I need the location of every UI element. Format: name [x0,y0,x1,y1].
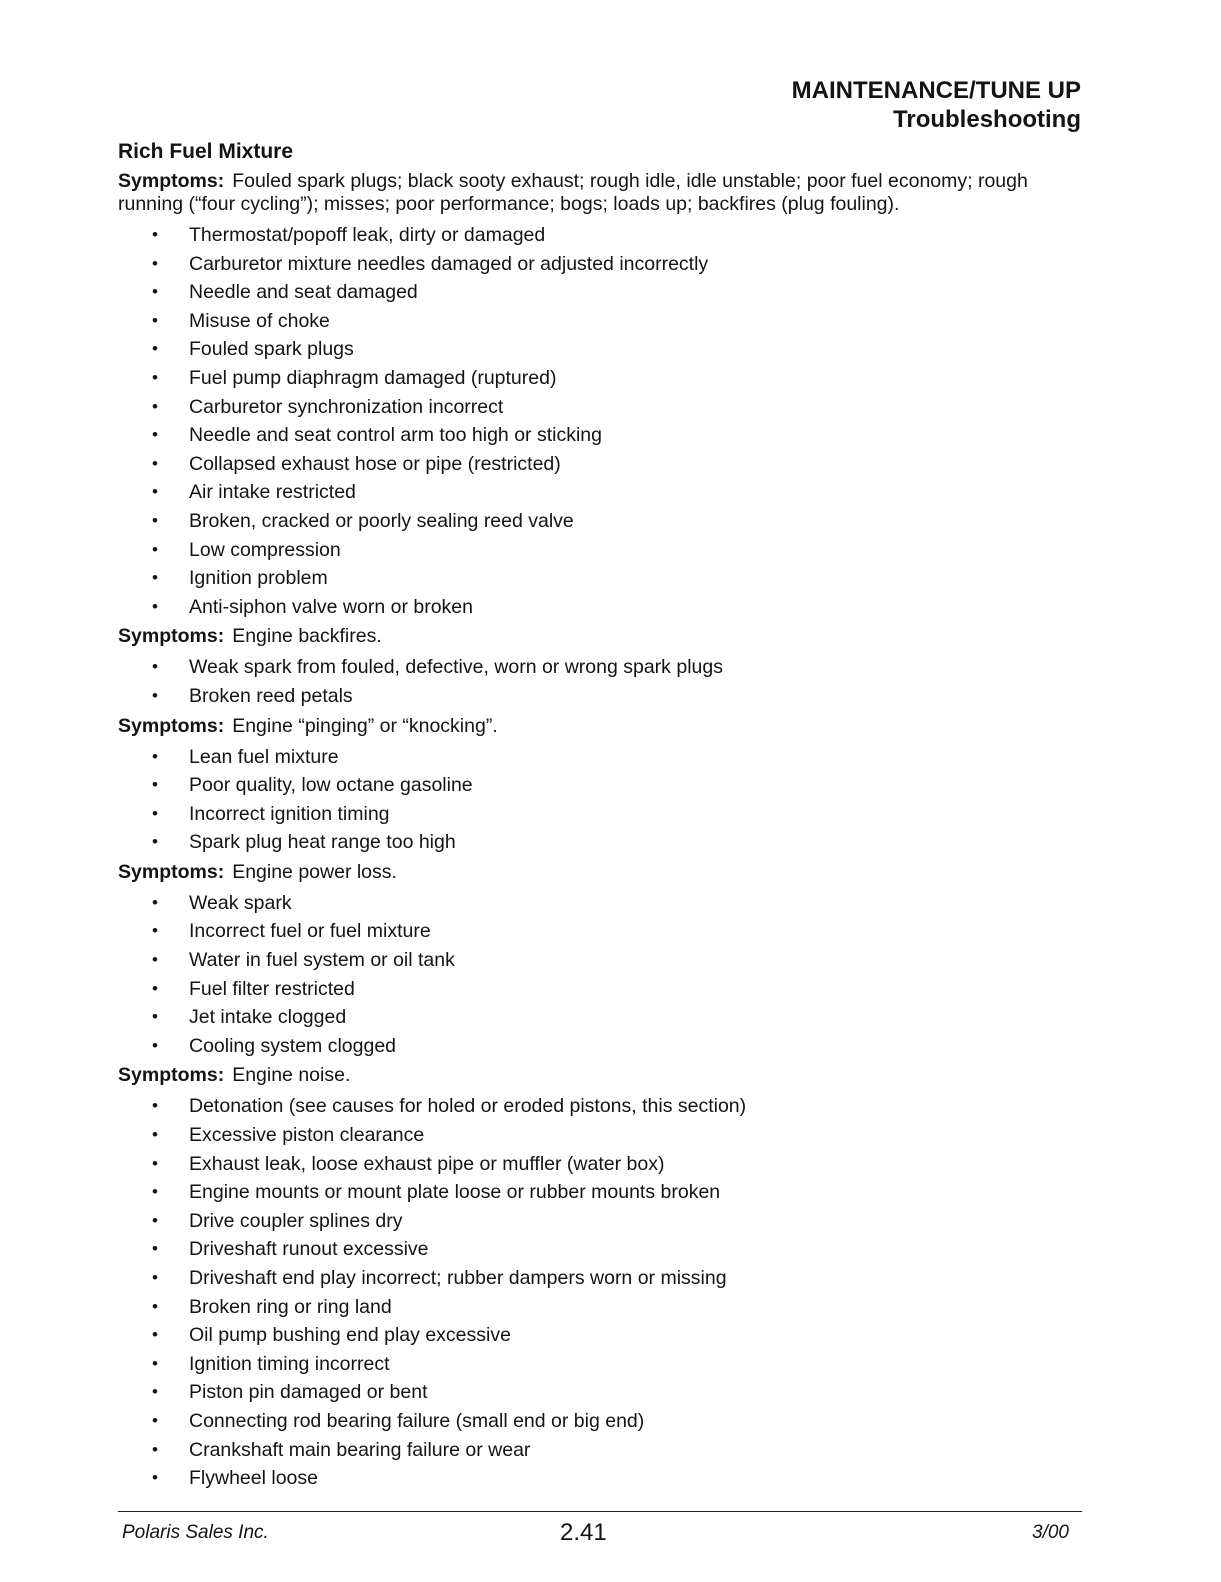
bullet-icon: • [152,978,158,998]
cause-text: Crankshaft main bearing failure or wear [189,1438,531,1461]
bullet-icon: • [152,310,158,330]
cause-text: Connecting rod bearing failure (small end or big end) [189,1409,645,1432]
bullet-icon: • [152,775,158,795]
list-item [118,1121,1084,1150]
list-item [118,1207,1084,1236]
cause-text: Fuel pump diaphragm damaged (ruptured) [189,366,557,389]
cause-text: Ignition timing incorrect [189,1352,390,1375]
cause-text: Needle and seat control arm too high or sticking [189,424,602,447]
list-item [118,307,1084,336]
cause-text: Fuel filter restricted [189,977,355,1000]
cause-text: Piston pin damaged or bent [189,1381,428,1404]
cause-text: Driveshaft runout excessive [189,1238,429,1261]
list-item [118,1464,1084,1493]
bullet-icon: • [152,1210,158,1230]
list-item [118,1321,1084,1350]
bullet-icon: • [152,892,158,912]
bullet-icon: • [152,596,158,616]
list-item [118,393,1084,422]
bullet-icon: • [152,225,158,244]
cause-text: Exhaust leak, loose exhaust pipe or muffler (water box) [189,1152,665,1175]
bullet-icon: • [152,367,158,387]
list-item [118,1436,1084,1465]
cause-text: Ignition problem [189,567,328,590]
symptom-block [118,715,1084,857]
symptom-text: Engine backfires. [232,625,382,648]
bullet-icon: • [152,1035,158,1055]
symptoms-label: Symptoms: [118,1064,225,1087]
symptom-statement [118,715,1084,738]
list-item [118,364,1084,393]
bullet-icon: • [152,1439,158,1459]
cause-text: Incorrect fuel or fuel mixture [189,920,431,943]
cause-text: Driveshaft end play incorrect; rubber dampers worn or missing [189,1267,727,1289]
cause-text: Flywheel loose [189,1467,318,1490]
bullet-icon: • [152,1268,158,1287]
cause-text: Detonation (see causes for holed or eroded pistons, this section) [189,1095,747,1118]
list-item [118,450,1084,479]
symptom-block [118,625,1084,710]
list-item [118,1003,1084,1032]
list-item [118,335,1084,364]
cause-text: Carburetor mixture needles damaged or adjusted incorrectly [189,252,709,275]
cause-text: Thermostat/popoff leak, dirty or damaged [189,224,546,246]
cause-text: Drive coupler splines dry [189,1209,403,1232]
list-item [118,653,1084,682]
symptoms-label: Symptoms: [118,170,225,192]
list-item [118,889,1084,918]
symptom-text: Engine “pinging” or “knocking”. [232,714,498,737]
list-item [118,1150,1084,1179]
list-item [118,478,1084,507]
cause-text: Cooling system clogged [189,1034,397,1057]
list-item [118,564,1084,593]
symptoms-label: Symptoms: [118,625,225,648]
cause-text: Engine mounts or mount plate loose or rubber mounts broken [189,1181,721,1204]
symptom-block [118,1064,1084,1492]
bullet-icon: • [152,1382,158,1402]
cause-text: Oil pump bushing end play excessive [189,1324,511,1347]
symptom-text: Fouled spark plugs; black sooty exhaust; rough idle, idle unstable; poor fuel economy; rough running (“four cycling”); misses; poor performance; bogs; loads up; backfires (plug fouling). [118,170,1028,215]
cause-list [118,221,1084,621]
bullet-icon: • [152,539,158,559]
list-item [118,250,1084,279]
symptom-text: Engine noise. [232,1064,351,1087]
cause-text: Lean fuel mixture [189,745,339,768]
cause-text: Incorrect ignition timing [189,802,390,825]
bullet-icon: • [152,339,158,359]
cause-text: Anti-siphon valve worn or broken [189,595,473,618]
symptom-statement [118,625,1084,648]
cause-text: Jet intake clogged [189,1006,347,1029]
list-item [118,1178,1084,1207]
cause-text: Spark plug heat range too high [189,831,456,854]
symptoms-label: Symptoms: [118,860,225,883]
bullet-icon: • [152,746,158,766]
bullet-icon: • [152,1325,158,1345]
header-section-title: Troubleshooting [893,106,1081,133]
list-item [118,278,1084,307]
list-item [118,1235,1084,1264]
bullet-icon: • [152,1182,158,1202]
bullet-icon: • [152,1153,158,1173]
list-item [118,1264,1084,1293]
list-item [118,1092,1084,1121]
bullet-icon: • [152,568,158,588]
list-item [118,221,1084,250]
cause-text: Low compression [189,538,341,561]
cause-text: Air intake restricted [189,481,356,504]
bullet-icon: • [152,1410,158,1430]
symptom-statement [118,861,1084,884]
bullet-icon: • [152,282,158,302]
list-item [118,946,1084,975]
footer-date: 3/00 [1032,1522,1069,1543]
symptom-block [118,861,1084,1061]
bullet-icon: • [152,253,158,273]
cause-text: Broken, cracked or poorly sealing reed valve [189,509,574,532]
cause-text: Water in fuel system or oil tank [189,949,455,972]
list-item [118,507,1084,536]
header-chapter-title: MAINTENANCE/TUNE UP [791,77,1081,104]
list-item [118,536,1084,565]
bullet-icon: • [152,482,158,502]
cause-list [118,1092,1084,1492]
cause-list [118,743,1084,857]
list-item [118,1032,1084,1061]
bullet-icon: • [152,453,158,473]
bullet-icon: • [152,1353,158,1373]
list-item [118,800,1084,829]
list-item [118,1350,1084,1379]
symptoms-label: Symptoms: [118,714,225,737]
bullet-icon: • [152,921,158,941]
bullet-icon: • [152,950,158,970]
list-item [118,421,1084,450]
bullet-icon: • [152,657,158,677]
bullet-icon: • [152,1239,158,1259]
footer-publisher: Polaris Sales Inc. [122,1522,269,1543]
bullet-icon: • [152,1296,158,1316]
list-item [118,771,1084,800]
cause-text: Broken reed petals [189,684,353,707]
bullet-icon: • [152,1007,158,1027]
footer-page-number: 2.41 [560,1519,607,1546]
cause-text: Poor quality, low octane gasoline [189,774,473,797]
symptom-statement [118,170,1084,216]
bullet-icon: • [152,685,158,705]
cause-list [118,653,1084,710]
symptom-block [118,170,1084,621]
list-item [118,1378,1084,1407]
cause-list [118,889,1084,1061]
section-title: Rich Fuel Mixture [118,140,294,163]
cause-text: Excessive piston clearance [189,1124,425,1147]
bullet-icon: • [152,396,158,416]
list-item [118,1407,1084,1436]
bullet-icon: • [152,803,158,823]
bullet-icon: • [152,1096,158,1116]
list-item [118,1293,1084,1322]
list-item [118,743,1084,772]
symptom-text: Engine power loss. [232,860,397,883]
cause-text: Carburetor synchronization incorrect [189,395,504,418]
footer-divider [118,1511,1082,1512]
page-header [792,76,1081,134]
bullet-icon: • [152,425,158,445]
cause-text: Weak spark [189,891,292,914]
list-item [118,682,1084,711]
symptom-statement [118,1064,1084,1087]
cause-text: Misuse of choke [189,309,330,332]
cause-text: Needle and seat damaged [189,281,418,304]
bullet-icon: • [152,832,158,852]
cause-text: Fouled spark plugs [189,338,354,361]
list-item [118,593,1084,622]
cause-text: Collapsed exhaust hose or pipe (restricted) [189,452,561,475]
bullet-icon: • [152,510,158,530]
list-item [118,917,1084,946]
cause-text: Broken ring or ring land [189,1295,392,1318]
list-item [118,975,1084,1004]
list-item [118,828,1084,857]
troubleshooting-content [118,170,1084,1497]
bullet-icon: • [152,1125,158,1145]
cause-text: Weak spark from fouled, defective, worn or wrong spark plugs [189,656,723,679]
bullet-icon: • [152,1468,158,1488]
